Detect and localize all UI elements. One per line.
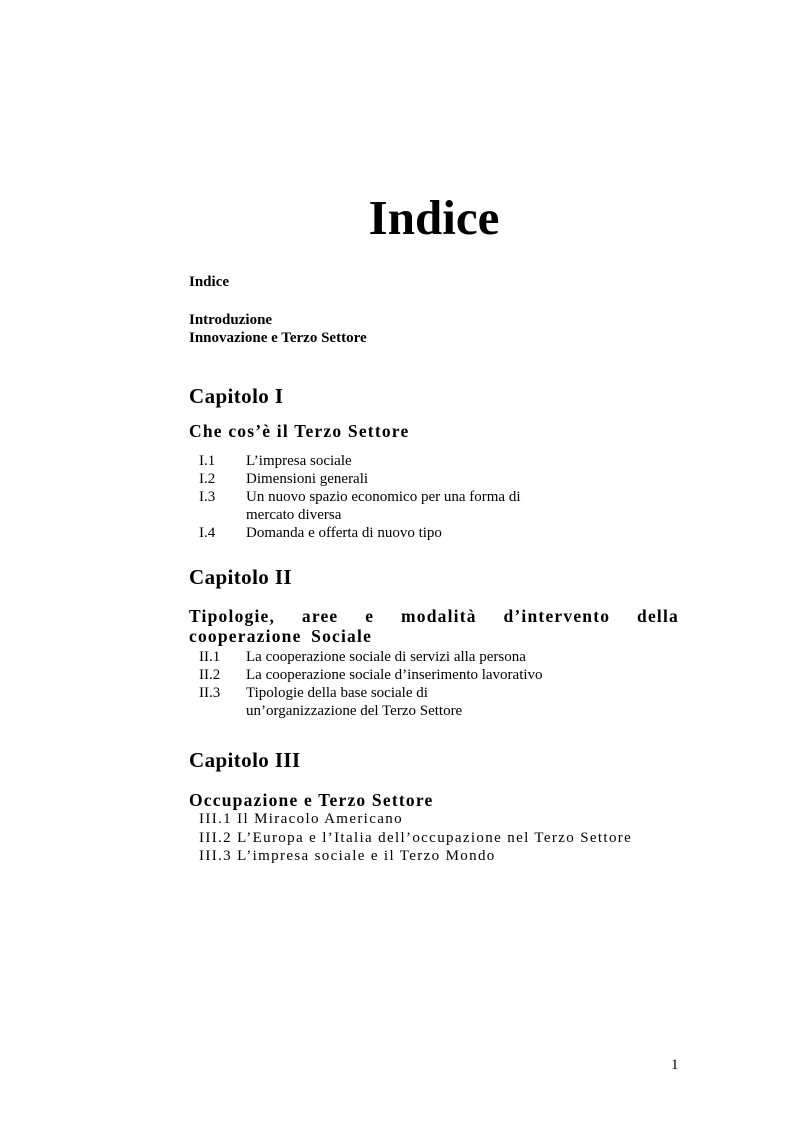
chapter-3-list bbox=[199, 810, 699, 866]
list-item bbox=[199, 470, 679, 488]
list-item bbox=[199, 684, 679, 702]
list-item bbox=[199, 847, 699, 866]
item-number: III.2 bbox=[199, 829, 232, 846]
item-text: L’impresa sociale e il Terzo Mondo bbox=[237, 848, 496, 864]
list-item bbox=[199, 810, 699, 829]
item-number: I.3 bbox=[199, 489, 216, 505]
chapter-1-heading: Capitolo I bbox=[189, 384, 284, 408]
list-item bbox=[199, 648, 679, 666]
item-number: II.1 bbox=[199, 649, 221, 665]
item-number: II.2 bbox=[199, 667, 221, 683]
list-item bbox=[199, 524, 679, 542]
item-text: un’organizzazione del Terzo Settore bbox=[246, 703, 463, 719]
chapter-2-heading: Capitolo II bbox=[189, 565, 293, 589]
item-text: La cooperazione sociale di servizi alla persona bbox=[246, 649, 526, 665]
item-text: mercato diversa bbox=[246, 507, 342, 523]
item-text: Un nuovo spazio economico per una forma di bbox=[246, 489, 521, 505]
item-number: I.1 bbox=[199, 453, 216, 469]
chapter-1-subtitle: Che cos’è il Terzo Settore bbox=[189, 421, 410, 441]
item-number: I.4 bbox=[199, 525, 216, 541]
item-text: La cooperazione sociale d’inserimento lavorativo bbox=[246, 667, 543, 683]
chapter-2-list bbox=[199, 648, 679, 720]
chapter-1-list bbox=[199, 452, 679, 542]
toc-entry-innovazione: Innovazione e Terzo Settore bbox=[189, 330, 367, 346]
toc-entry-introduzione: Introduzione bbox=[189, 312, 273, 328]
list-item bbox=[199, 666, 679, 684]
chapter-3-subtitle: Occupazione e Terzo Settore bbox=[189, 790, 434, 810]
list-item bbox=[199, 829, 699, 848]
list-item bbox=[199, 488, 679, 506]
page-number: 1 bbox=[671, 1057, 679, 1073]
chapter-2-subtitle-line-2: cooperazione Sociale bbox=[189, 626, 373, 646]
list-item bbox=[199, 452, 679, 470]
chapter-3-heading: Capitolo III bbox=[189, 748, 301, 772]
item-number: III.3 bbox=[199, 848, 232, 864]
item-number: III.1 bbox=[199, 811, 232, 827]
toc-entry-indice: Indice bbox=[189, 274, 230, 290]
item-text: Domanda e offerta di nuovo tipo bbox=[246, 525, 442, 541]
item-text: L’impresa sociale bbox=[246, 453, 352, 469]
item-number: I.2 bbox=[199, 471, 216, 487]
item-text: L’Europa e l’Italia dell’occupazione nel Terzo Settore bbox=[237, 829, 633, 846]
item-text: Tipologie della base sociale di bbox=[246, 685, 428, 701]
chapter-2-subtitle bbox=[189, 606, 679, 646]
page-title: Indice bbox=[368, 190, 500, 245]
item-text: Il Miracolo Americano bbox=[237, 811, 403, 827]
item-text: Dimensioni generali bbox=[246, 471, 369, 487]
chapter-2-subtitle-line-1: Tipologie, aree e modalità d’intervento della bbox=[189, 606, 679, 626]
list-item-continuation bbox=[199, 506, 679, 524]
item-number: II.3 bbox=[199, 685, 221, 701]
list-item-continuation bbox=[199, 702, 679, 720]
